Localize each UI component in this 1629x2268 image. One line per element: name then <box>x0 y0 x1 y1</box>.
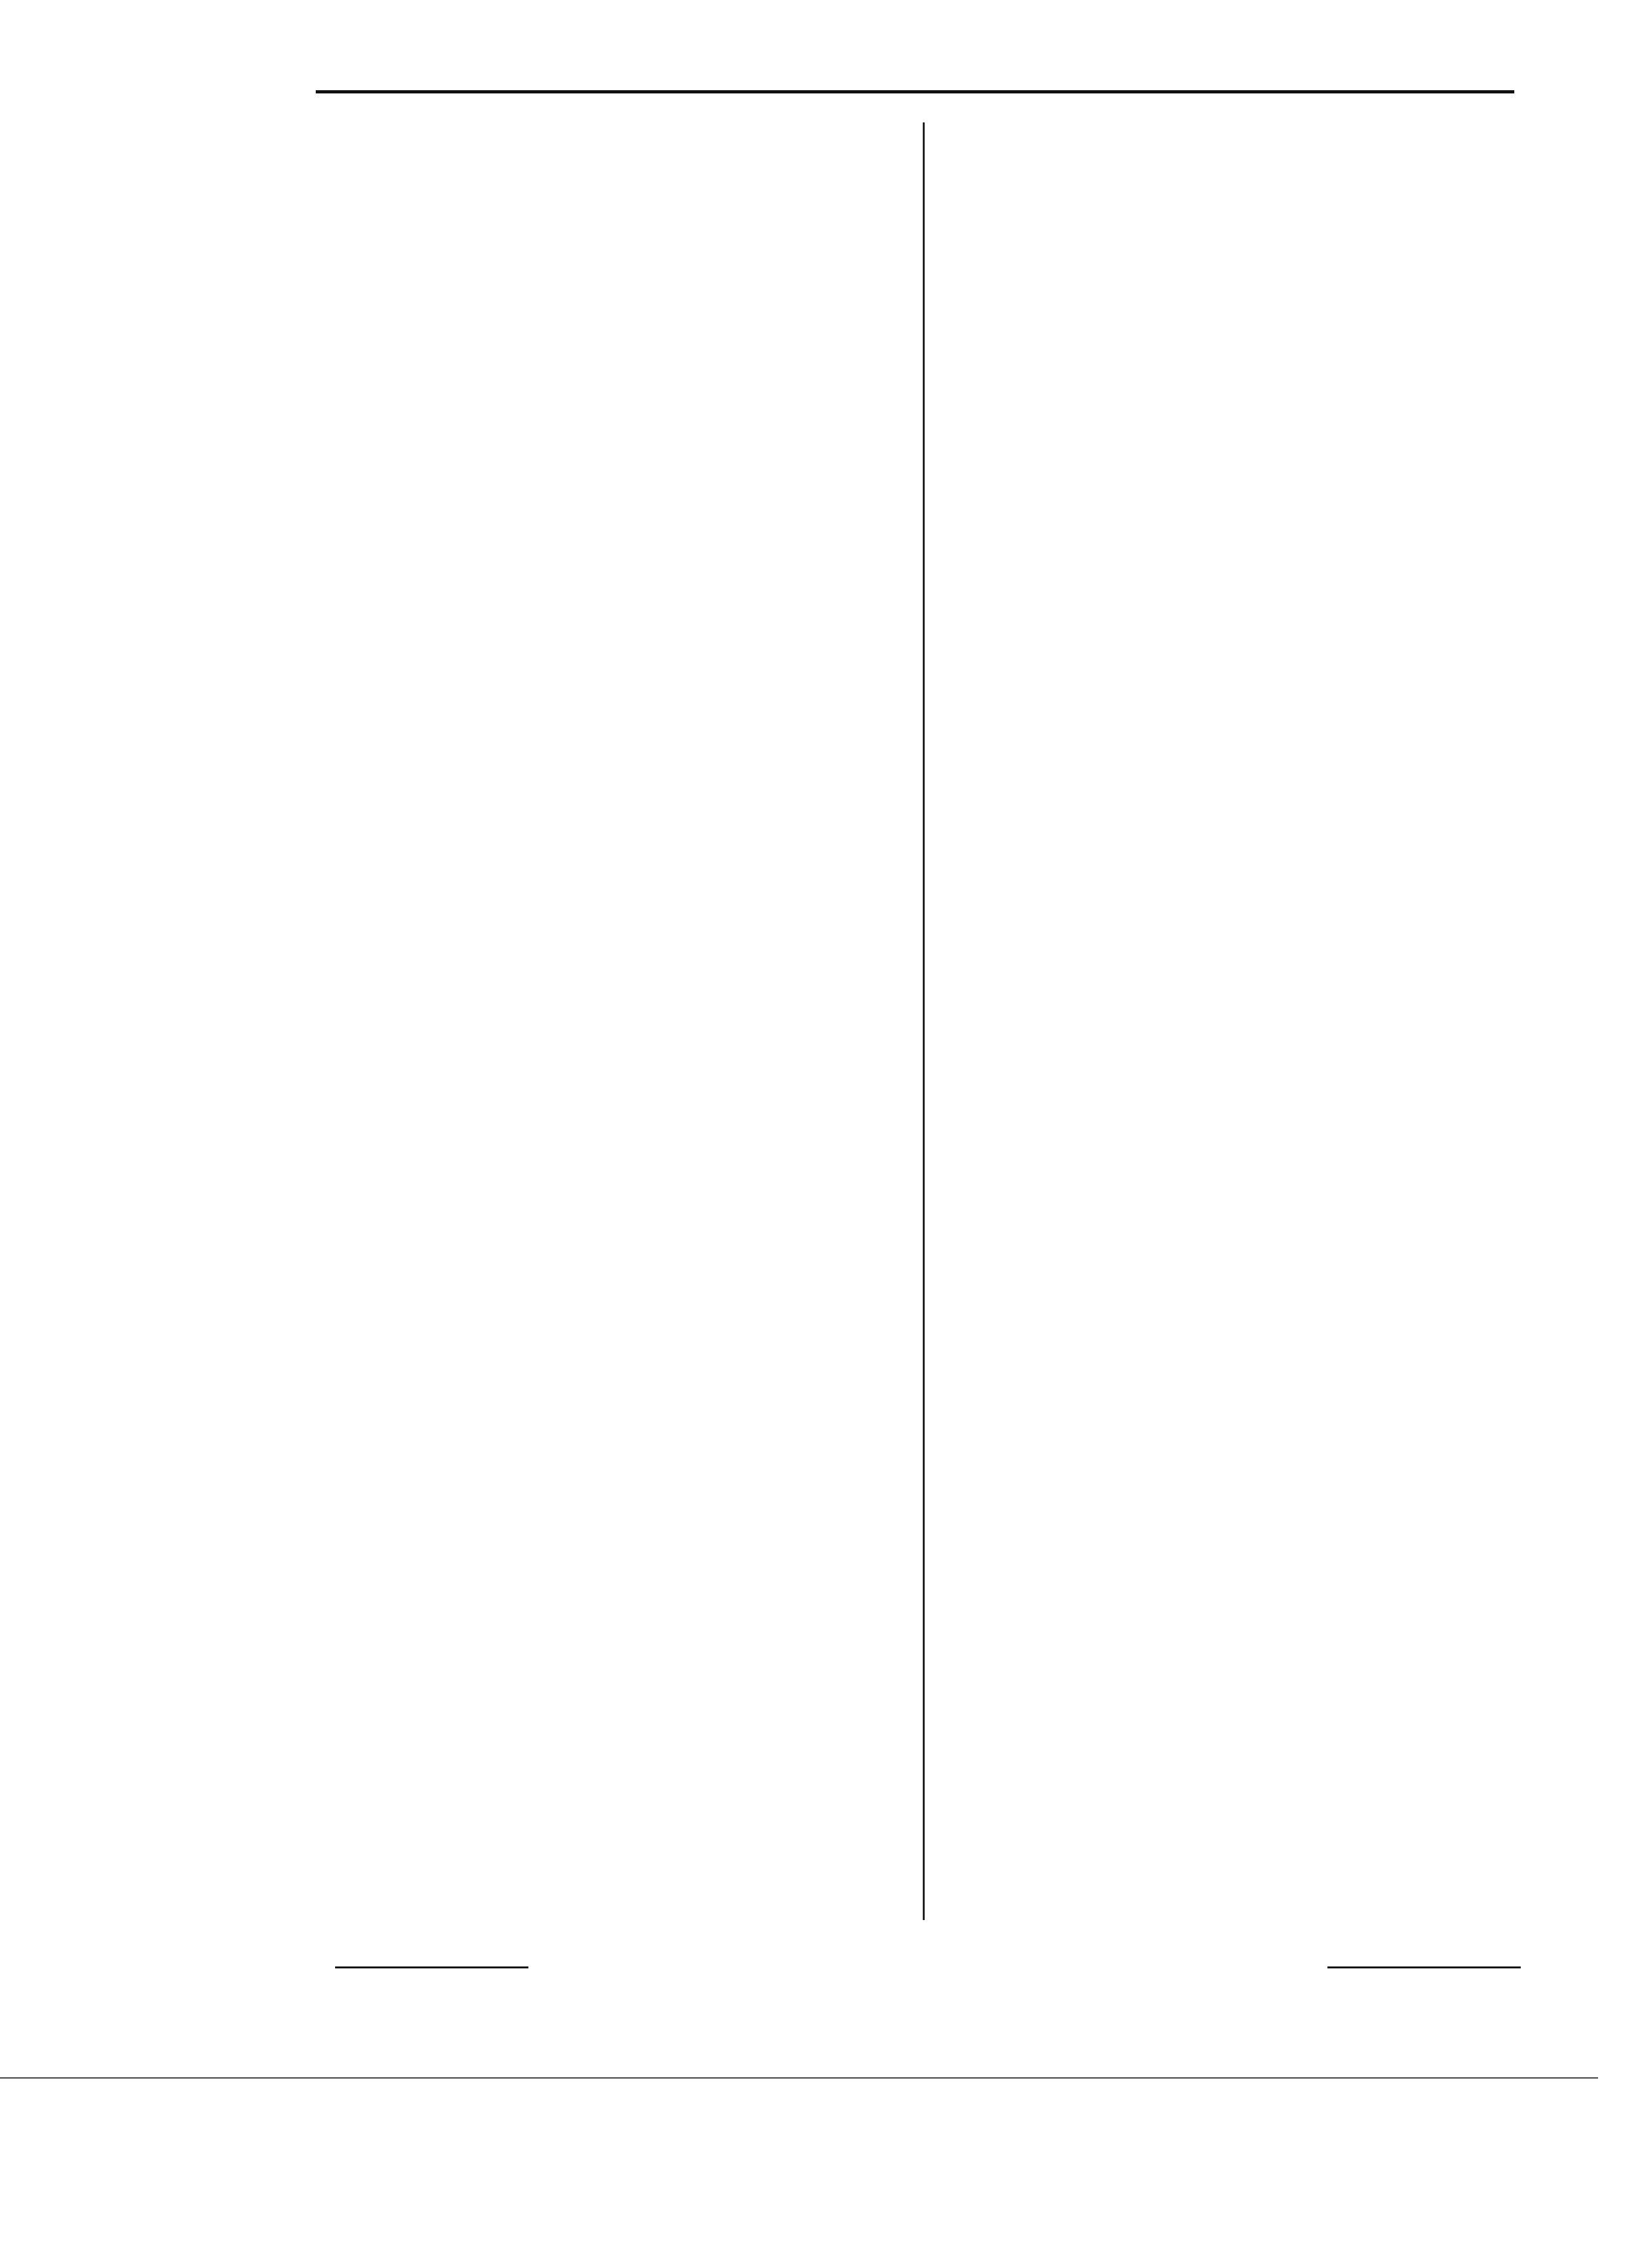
title-rule <box>316 90 1514 93</box>
footer-rule-right <box>1327 1966 1521 1968</box>
column-divider <box>923 122 925 1920</box>
footer-rule-left <box>335 1966 528 1968</box>
bottom-rule <box>0 2077 1598 2079</box>
section-letter-heading <box>940 122 1519 187</box>
index-column-right <box>940 122 1519 187</box>
